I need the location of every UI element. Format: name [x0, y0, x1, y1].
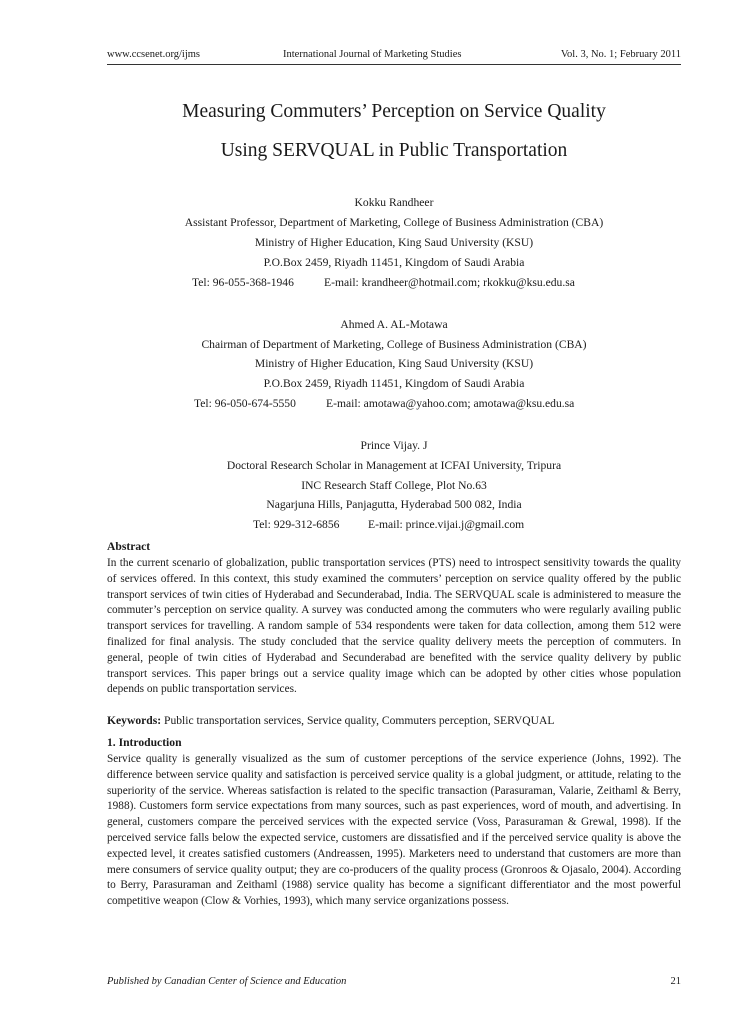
running-header: [107, 49, 681, 65]
keywords-label: Keywords:: [107, 714, 162, 727]
abstract-heading: Abstract: [107, 540, 151, 553]
author-1-institution: Ministry of Higher Education, King Saud University (KSU): [254, 236, 534, 249]
author-2-position: Chairman of Department of Marketing, College of Business Administration (CBA): [201, 338, 587, 351]
issue-info: Vol. 3, No. 1; February 2011: [560, 49, 681, 60]
author-3-tel: Tel: 929-312-6856: [253, 518, 340, 531]
author-2-institution: Ministry of Higher Education, King Saud University (KSU): [254, 357, 534, 370]
author-2-name: Ahmed A. AL-Motawa: [340, 318, 448, 331]
author-1-address: P.O.Box 2459, Riyadh 11451, Kingdom of Saudi Arabia: [263, 256, 525, 269]
author-1-tel: Tel: 96-055-368-1946: [192, 276, 294, 289]
abstract-text: In the current scenario of globalization, public transportation services (PTS) need to introspect sensitivity towards the quality of services offered. In this context, this study examined the commuters’ perception on service quality offered by the public transport services of twin cities of Hyderabad and Secunderabad, India. The SERVQUAL scale is administered to measure the commuter’s perception on service quality. A survey was conducted among the commuters who were regularly availing public transport services for travelling. A random sample of 534 respondents were taken for data collection, among them 512 were finalized for final analysis. The study concluded that the service quality delivery meets the perception of commuters. In general, people of twin cities of Hyderabad and Secunderabad are benefited with the service quality delivery by public transport services. This paper brings out a service quality image which can be adopted by other cities whose population depends on public transportation services.: [107, 557, 681, 696]
author-3-address: Nagarjuna Hills, Panjagutta, Hyderabad 500 082, India: [266, 498, 522, 511]
introduction-text: Service quality is generally visualized as the sum of customer perceptions of the service experience (Johns, 1992). The difference between service quality and satisfaction is perceived service quality is a global judgment, or attitude, relating to the superiority of the service. Whereas satisfaction is related to the specific transaction (Parasuraman, Valarie, Zeithaml & Berry, 1988). Customers form service expectations from many sources, such as past experiences, word of mouth, and advertising. In general, customers compare the perceived services with the expected service (Voss, Parasuraman & Grewal, 1998). If the perceived service falls below the expected service, customers are dissatisfied and if the perceived service quality is above the expected level, it creates satisfied customers (Andreassen, 1995). Marketers need to understand that customers are more than mere consumers of service quality output; they are co-producers of the quality process (Gronroos & Ojasalo, 2004). According to Berry, Parasuraman and Zeithaml (1988) service quality has become a significant differentiator and the most powerful competitive weapon (Clow & Vorhies, 1993), which many service organizations possess.: [107, 753, 681, 908]
paper-title-line-1: Measuring Commuters’ Perception on Service Quality: [182, 101, 606, 122]
author-2-address: P.O.Box 2459, Riyadh 11451, Kingdom of Saudi Arabia: [263, 377, 525, 390]
publisher-footer: Published by Canadian Center of Science and Education: [107, 976, 347, 987]
page-number: 21: [670, 976, 681, 987]
keywords-line: [107, 714, 555, 727]
paper-title-line-2: Using SERVQUAL in Public Transportation: [220, 140, 568, 161]
journal-url: www.ccsenet.org/ijms: [107, 49, 201, 60]
journal-name: International Journal of Marketing Studies: [283, 49, 462, 60]
author-2-email: E-mail: amotawa@yahoo.com; amotawa@ksu.edu.sa: [326, 397, 575, 410]
author-1-email: E-mail: krandheer@hotmail.com; rkokku@ksu.edu.sa: [324, 276, 575, 289]
author-3-institution: INC Research Staff College, Plot No.63: [301, 479, 487, 492]
author-1-name: Kokku Randheer: [354, 196, 434, 209]
introduction-heading: 1. Introduction: [107, 736, 182, 749]
author-3-name: Prince Vijay. J: [360, 439, 428, 452]
author-3-position: Doctoral Research Scholar in Management at ICFAI University, Tripura: [226, 459, 562, 472]
header-rule: [107, 64, 681, 65]
keywords-text: Public transportation services, Service quality, Commuters perception, SERVQUAL: [161, 714, 555, 727]
author-1-position: Assistant Professor, Department of Marketing, College of Business Administration (CBA): [184, 216, 604, 229]
author-3-email: E-mail: prince.vijai.j@gmail.com: [368, 518, 525, 531]
author-2-tel: Tel: 96-050-674-5550: [194, 397, 296, 410]
